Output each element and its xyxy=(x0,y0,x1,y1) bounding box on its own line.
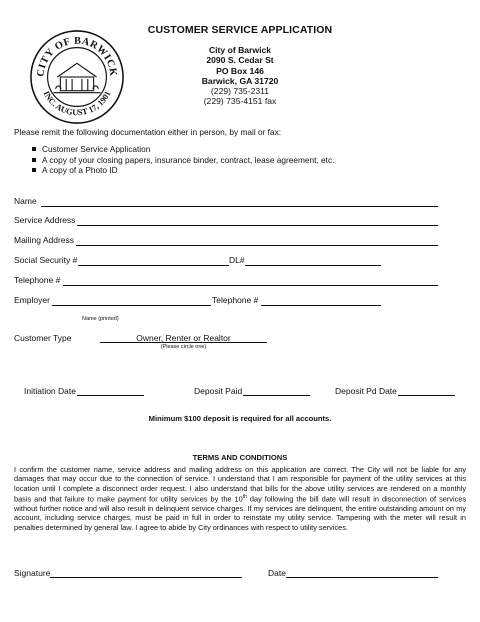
customer-type-options: Owner, Renter or Realtor xyxy=(136,333,231,343)
minimum-deposit-note: Minimum $100 deposit is required for all accounts. xyxy=(148,414,332,423)
service-address-field[interactable] xyxy=(77,225,438,226)
telephone-label: Telephone # xyxy=(14,275,61,285)
deposit-pd-date-field[interactable] xyxy=(398,395,455,396)
employer-telephone-field[interactable] xyxy=(261,305,381,306)
mailing-address-field[interactable] xyxy=(76,245,438,246)
list-item: A copy of a Photo ID xyxy=(14,165,334,176)
fax-number: (229) 735-4151 fax xyxy=(203,96,277,107)
building-icon xyxy=(53,63,100,92)
initiation-date-field[interactable] xyxy=(77,395,144,396)
seal-bottom-text: INC. AUGUST 17, 1901 xyxy=(41,89,113,118)
terms-title: TERMS AND CONDITIONS xyxy=(192,453,288,462)
list-item: Customer Service Application xyxy=(14,144,334,155)
date-field[interactable] xyxy=(286,577,438,578)
po-box: PO Box 146 xyxy=(216,65,264,76)
org-name: City of Barwick xyxy=(208,45,272,55)
initiation-date-label: Initiation Date xyxy=(24,386,76,396)
deposit-paid-label: Deposit Paid xyxy=(194,386,243,396)
city-seal-logo xyxy=(28,28,126,126)
service-address-label: Service Address xyxy=(14,215,76,225)
phone-number: (229) 735-2311 xyxy=(210,86,270,97)
intro-text: Please remit the following documentation either in person, by mail or fax: xyxy=(14,127,282,137)
signature-label: Signature xyxy=(14,568,51,578)
employer-telephone-label: Telephone # xyxy=(212,295,259,305)
employer-label: Employer xyxy=(14,295,50,305)
circle-one-caption: (Please circle one) xyxy=(160,344,207,350)
city-state-zip: Barwick, GA 31720 xyxy=(201,75,279,86)
terms-text-part1: I confirm the customer name, service address and mailing address on this application are correct. The City will not be liable for any damages that may occur due to the connection of service. I understand that I am responsible for payment of the utility services at this location until I complete a disconnect order request. I also understand that bills for the above utility services are rendered on a monthly basis and that failure to make payment for utility services by the 10 xyxy=(14,465,466,504)
deposit-paid-field[interactable] xyxy=(243,395,310,396)
date-label: Date xyxy=(268,568,286,578)
street-address: 2090 S. Cedar St xyxy=(206,55,274,66)
signature-field[interactable] xyxy=(50,577,242,578)
name-field[interactable] xyxy=(41,206,438,207)
address-block xyxy=(180,45,300,107)
telephone-field[interactable] xyxy=(63,285,438,286)
dl-field[interactable] xyxy=(245,265,381,266)
terms-body xyxy=(14,465,466,532)
list-item: A copy of your closing papers, insurance binder, contract, lease agreement, etc. xyxy=(14,155,334,166)
employer-field[interactable] xyxy=(52,305,211,306)
deposit-pd-date-label: Deposit Pd Date xyxy=(335,386,397,396)
seal-top-text: CITY OF BARWICK xyxy=(35,35,119,78)
page-title: CUSTOMER SERVICE APPLICATION xyxy=(147,24,333,36)
ssn-field[interactable] xyxy=(78,265,229,266)
customer-type-label: Customer Type xyxy=(14,333,72,343)
dl-label: DL# xyxy=(229,255,245,265)
terms-superscript: th xyxy=(242,494,247,501)
mailing-address-label: Mailing Address xyxy=(14,235,75,245)
terms-text-part2: day following the bill date will result in disconnection of services without further notice and will also result in delinquent service charges. If my services are delinquent, the entire outstanding amount on my account, including service charges, must be paid in full in order to reinstate my utility service. Tampering with the meter will result in penalties determined by general law. I agree to abide by City ordinances with respect to utility services. xyxy=(14,494,467,532)
name-label: Name xyxy=(14,196,37,206)
svg-text:INC. AUGUST 17, 1901 xyxy=(42,89,113,117)
ssn-label: Social Security # xyxy=(14,255,78,265)
documents-list xyxy=(14,144,334,176)
name-printed-caption: Name (printed) xyxy=(82,316,119,322)
